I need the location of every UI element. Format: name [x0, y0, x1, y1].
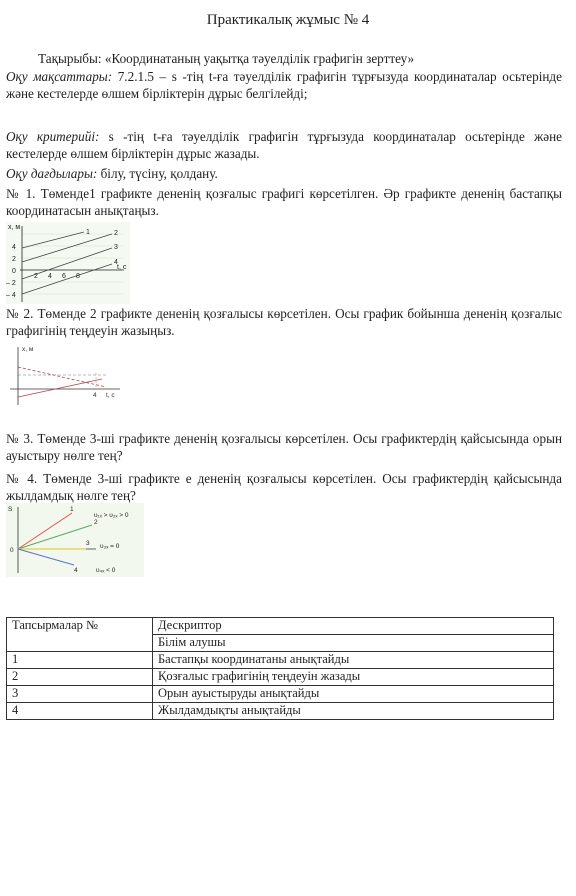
- goal-label: Оқу мақсаттары:: [6, 69, 113, 84]
- table-cell-desc: Бастапқы координатаны анықтайды: [153, 652, 554, 669]
- graph-1-y-tick: 2: [12, 256, 16, 263]
- graph-1-y-label: x, м: [8, 224, 21, 231]
- graph-1-x-tick: 4: [48, 273, 52, 280]
- table-cell-num: 2: [7, 669, 153, 686]
- graph-1-y-tick: 0: [12, 268, 16, 275]
- graph-3-y-label: S: [8, 506, 13, 513]
- table-row: [7, 686, 554, 703]
- graph-2-y-label: x, м: [22, 346, 34, 353]
- table-cell-num: 3: [7, 686, 153, 703]
- table-cell-num: 1: [7, 652, 153, 669]
- graph-2-x-tick: 4: [93, 392, 97, 399]
- graph-1-x-tick: 2: [34, 273, 38, 280]
- table-row: [7, 669, 554, 686]
- graph-2-line-1: [18, 367, 106, 387]
- table-header-row: [7, 618, 554, 635]
- graph-1-x-label: t, c: [117, 264, 127, 271]
- table-row: [7, 652, 554, 669]
- graph-1-y-tick: – 4: [6, 292, 16, 299]
- graph-3-line-label: 1: [70, 506, 74, 513]
- graph-3-origin: 0: [10, 547, 14, 554]
- graph-3-figure: [6, 503, 144, 577]
- task-1-text: № 1. Төменде1 графикте дененің қозғалыс графигі көрсетілген. Әр графикте дененің бастапқы координатасын анықтаңыз.: [6, 186, 562, 218]
- skills-paragraph: [6, 165, 562, 182]
- topic-line: [38, 50, 558, 67]
- graph-1-figure: [6, 222, 130, 304]
- graph-1-line-label: 4: [114, 259, 118, 266]
- skills-text: білу, түсіну, қолдану.: [100, 166, 218, 181]
- graph-3-line-label: 4: [74, 567, 78, 574]
- topic-text: «Координатаның уақытқа тәуелділік графигін зерттеу»: [104, 51, 415, 66]
- table-subheader: Білім алушы: [153, 635, 554, 652]
- graph-3-line-label: 2: [94, 519, 98, 526]
- table-cell-desc: Орын ауыстыруды анықтайды: [153, 686, 554, 703]
- graph-3-legend-2: υ₃ₓ = 0: [100, 543, 120, 550]
- table-header-task: Тапсырмалар №: [7, 618, 153, 652]
- topic-label: Тақырыбы:: [38, 51, 102, 66]
- table-header-descriptor: Дескриптор: [153, 618, 554, 635]
- graph-3-legend-3: υ₄ₓ < 0: [96, 567, 116, 574]
- graph-1-y-tick: 4: [12, 244, 16, 251]
- graph-1-x-tick: 6: [62, 273, 66, 280]
- skills-label: Оқу дағдылары:: [6, 166, 98, 181]
- graph-1-line-label: 3: [114, 244, 118, 251]
- graph-1-line-label: 1: [86, 229, 90, 236]
- task-4-text: № 4. Төменде 3-ші графикте е дененің қозғалысы көрсетілен. Осы графиктердің қайсысында жылдамдық нөлге тең?: [6, 471, 562, 503]
- table-cell-desc: Жылдамдықты анықтайды: [153, 703, 554, 720]
- graph-1-line-label: 2: [114, 230, 118, 237]
- goal-text: 7.2.1.5 – s -тің t-ға тәуелділік графигін тұрғызуда координаталар осьтерінде және кестелерде өлшем бірліктерін дұрыс белгілейді;: [6, 69, 562, 101]
- table-cell-desc: Қозғалыс графигінің теңдеуін жазады: [153, 669, 554, 686]
- table-cell-num: 4: [7, 703, 153, 720]
- criteria-text: s -тің t-ға тәуелділік графигін тұрғызуда координаталар осьтерінде және кестелерде өлшем бірліктерін дұрыс жазады.: [6, 129, 562, 161]
- criteria-paragraph: [6, 128, 562, 162]
- graph-3-legend-1: υ₁ₓ > υ₂ₓ > 0: [94, 512, 129, 519]
- page-title: Практикалық жұмыс № 4: [206, 12, 370, 28]
- descriptor-table: [6, 617, 554, 720]
- table-row: [7, 703, 554, 720]
- graph-1-x-tick: 8: [76, 273, 80, 280]
- graph-2-line-2: [18, 379, 102, 397]
- graph-3-line-label: 3: [86, 540, 90, 547]
- task-3-text: № 3. Төменде 3-ші графикте дененің қозғалысы көрсетілен. Осы графиктердің қайсысында орын ауыстыру нөлге тең?: [6, 431, 562, 463]
- graph-2-x-label: t, c: [106, 392, 115, 399]
- task-2-text: № 2. Төменде 2 графикте дененің қозғалысы көрсетілен. Осы график бойынша дененің қозғалыс графигінің теңдеуін жазыңыз.: [6, 306, 562, 338]
- goal-paragraph: [6, 68, 562, 102]
- criteria-label: Оқу критерийі:: [6, 129, 100, 144]
- graph-2-figure: [6, 343, 124, 407]
- graph-1-y-tick: – 2: [6, 280, 16, 287]
